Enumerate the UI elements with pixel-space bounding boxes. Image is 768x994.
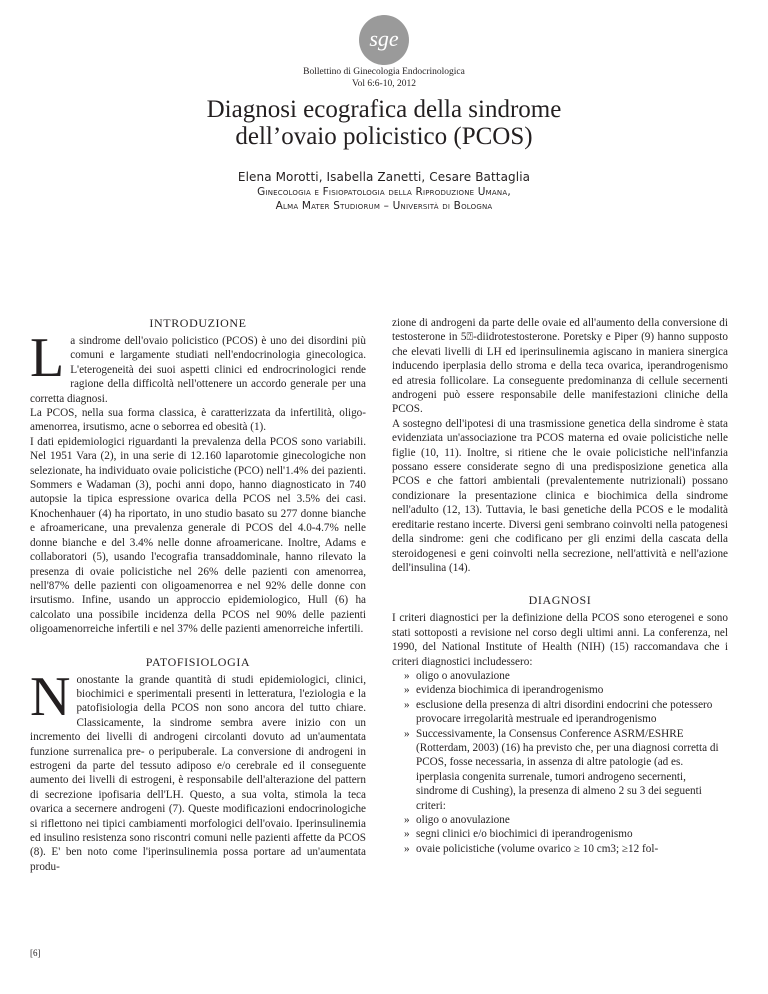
criteria-item: » Successivamente, la Consensus Conference ASRM/ESHRE (Rotterdam, 2003) (16) ha previsto che, per una diagnosi corretta di PCOS, fosse necessaria, in assenza di altre patologie (ad es. iperplasia congenita surrenale, tumori androgeno secernenti, sindrome di Cushing), la presenza di almeno 2 su 3 dei seguenti criteri: (404, 727, 728, 813)
diagnosi-paragraph-1: I criteri diagnostici per la definizione della PCOS sono eterogenei e sono stati sottoposti a revisione nel corso degli ultimi anni. La conferenza, nel 1990, del National Institute of Health (NIH) (15) raccomandava che i criteri diagnostici includessero: (392, 612, 728, 668)
page-number: [6] (30, 948, 41, 958)
section-diagnosi (392, 593, 728, 856)
intro-paragraph-1: La sindrome dell'ovaio policistico (PCOS) è uno dei disordini più comuni e largamente studiati nell'endocrinologia ginecologica. L'eterogeneità dei suoi aspetti clinici ed endrocrinologici rende ragione della difficoltà nell'ottenere un accordo generale per una corretta diagnosi. (30, 327, 366, 405)
pato-paragraph-1: Nonostante la grande quantità di studi epidemiologici, clinici, biochimici e sperimentali presenti in letteratura, l'eziologia e la patofisiologia della PCOS non sono ancora del tutto chiare. Classicamente, la sindrome sembra avere inizio con un incremento dei livelli di androgeni circolanti dovuto ad un'aumentata funzione surrenalica pre- o peripuberale. La conversione di androgeni in estrogeni da parte del tessuto adiposo e/o cerebrale ed il conseguente aumento dei livelli di estrogeni, è responsabile dell'alterazione del pattern di secrezione ipofisaria dell'LH. Questo, a sua volta, stimola la teca ovarica a secernere androgeni (7). Queste modificazioni endocrinologiche si riflettono nei tipici cambiamenti morfologici dell'ovaio. Iperinsulinemia ed insulino resistenza sono riscontri comuni nelle pazienti affette da PCOS (8). E' ben noto come l'iperinsulinemia possa portare ad un'aumentata produ- (30, 665, 366, 873)
dropcap-l: L (30, 327, 65, 389)
criteria-list (392, 669, 728, 856)
article-title (0, 96, 768, 150)
intro-paragraph-3: I dati epidemiologici riguardanti la prevalenza della PCOS sono variabili. Nel 1951 Vara (2), in una serie di 12.160 laparotomie ginecologiche non selezionate, ha individuato ovaie policistiche (PCO) nell'1.4% dei pazienti. Sommers e Wadaman (3), pochi anni dopo, hanno diagnosticato in 740 autopsie la tipica espressione ovarica della PCOS nel 3.5% dei casi. Knochenhauer (4) ha riportato, in uno studio basato su 277 donne bianche e afroamericane, una prevalenza generale di PCOS del 4.0-4.7% nelle donne bianche e del 3.4% nelle donne afroamericane. Inoltre, Adams e collaboratori (5), usando l'ecografia transaddominale, hanno rilevato la presenza di ovaie policistiche nel 26% delle pazienti con amenorrea, nell'87% delle pazienti con oligoamenorrea e nel 92% delle donne con irsutismo. Infine, usando un approccio epidemiologico, Hull (6) ha calcolato una possibile incidenza della PCOS nel 90% delle pazienti oligoamenorreiche infertili e nel 37% delle pazienti amenorreiche infertili. (30, 435, 366, 636)
logo-text: sge (369, 26, 399, 51)
affiliation-line-2: Alma Mater Studiorum – Università di Bologna (275, 200, 493, 212)
affiliation-line-1: Ginecologia e Fisiopatologia della Riproduzione Umana, (257, 186, 511, 198)
criteria-item: » segni clinici e/o biochimici di iperandrogenismo (404, 827, 728, 841)
journal-name: Bollettino di Ginecologia Endocrinologica (303, 67, 465, 77)
section-patofisiologia (30, 655, 366, 875)
criteria-item: » esclusione della presenza di altri disordini endocrini che potessero provocare irregolarità mestruale ed iperandrogenismo (404, 698, 728, 727)
criteria-item: » evidenza biochimica di iperandrogenismo (404, 683, 728, 697)
dropcap-n: N (30, 665, 71, 728)
section-title-diagnosi: DIAGNOSI (528, 593, 592, 608)
intro-paragraph-2: La PCOS, nella sua forma classica, è caratterizzata da infertilità, oligo-amenorrea, irsutismo, acne o seborrea ed obesità (1). (30, 407, 366, 434)
title-line-1: Diagnosi ecografica della sindrome (206, 96, 562, 123)
criteria-item: » oligo o anovulazione (404, 669, 728, 683)
right-column (392, 316, 728, 856)
authors: Elena Morotti, Isabella Zanetti, Cesare Battaglia (237, 170, 531, 184)
criteria-item: » ovaie policistiche (volume ovarico ≥ 10 cm3; ≥12 fol- (404, 842, 728, 856)
journal-volume: Vol 6:6-10, 2012 (352, 79, 416, 89)
pato-paragraph-2: A sostegno dell'ipotesi di una trasmissione genetica della sindrome è stata evidenziata un'associazione tra PCOS materna ed ovaie policistiche nelle figlie (10, 11). Inoltre, si ritiene che le ovaie policistiche nell'infanzia possano essere considerate segno di una predisposizione genetica alla PCOS e che fattori ambientali (prevalentemente nutrizionali) possano condizionare la presentazione clinica e biochimica della sindrome nell'adulto (12, 13). Tuttavia, le basi genetiche della PCOS e le modalità ereditarie restano incerte. Diversi geni sembrano coinvolti nella patogenesi della sindrome: geni che codificano per gli enzimi della cascata della steroidogenesi e geni coinvolti nella secrezione, nell'attività e nell'azione dell'insulina (14). (392, 417, 728, 574)
criteria-item: » oligo o anovulazione (404, 813, 728, 827)
title-line-2: dell’ovaio policistico (PCOS) (235, 123, 533, 150)
sge-logo (358, 14, 410, 66)
left-column (30, 316, 366, 874)
affiliation (0, 185, 768, 213)
journal-header (0, 66, 768, 90)
section-introduzione (30, 316, 366, 637)
pato-paragraph-1-continued: zione di androgeni da parte delle ovaie ed all'aumento della conversione di testosterone in 5⍰-diidrotestosterone. Poretsky e Piper (9) hanno supposto che elevati livelli di LH ed iperinsulinemia agiscano in maniera sinergica inducendo iperplasia dello stroma e della teca ovarica, iperandrogenismo ed atresia follicolare. La conseguente predominanza di cellule secernenti androgeni può essere responsabile delle manifestazioni cliniche della PCOS. (392, 317, 728, 416)
section-title-introduzione: INTRODUZIONE (149, 316, 247, 330)
section-title-patofisiologia: PATOFISIOLOGIA (145, 654, 251, 669)
